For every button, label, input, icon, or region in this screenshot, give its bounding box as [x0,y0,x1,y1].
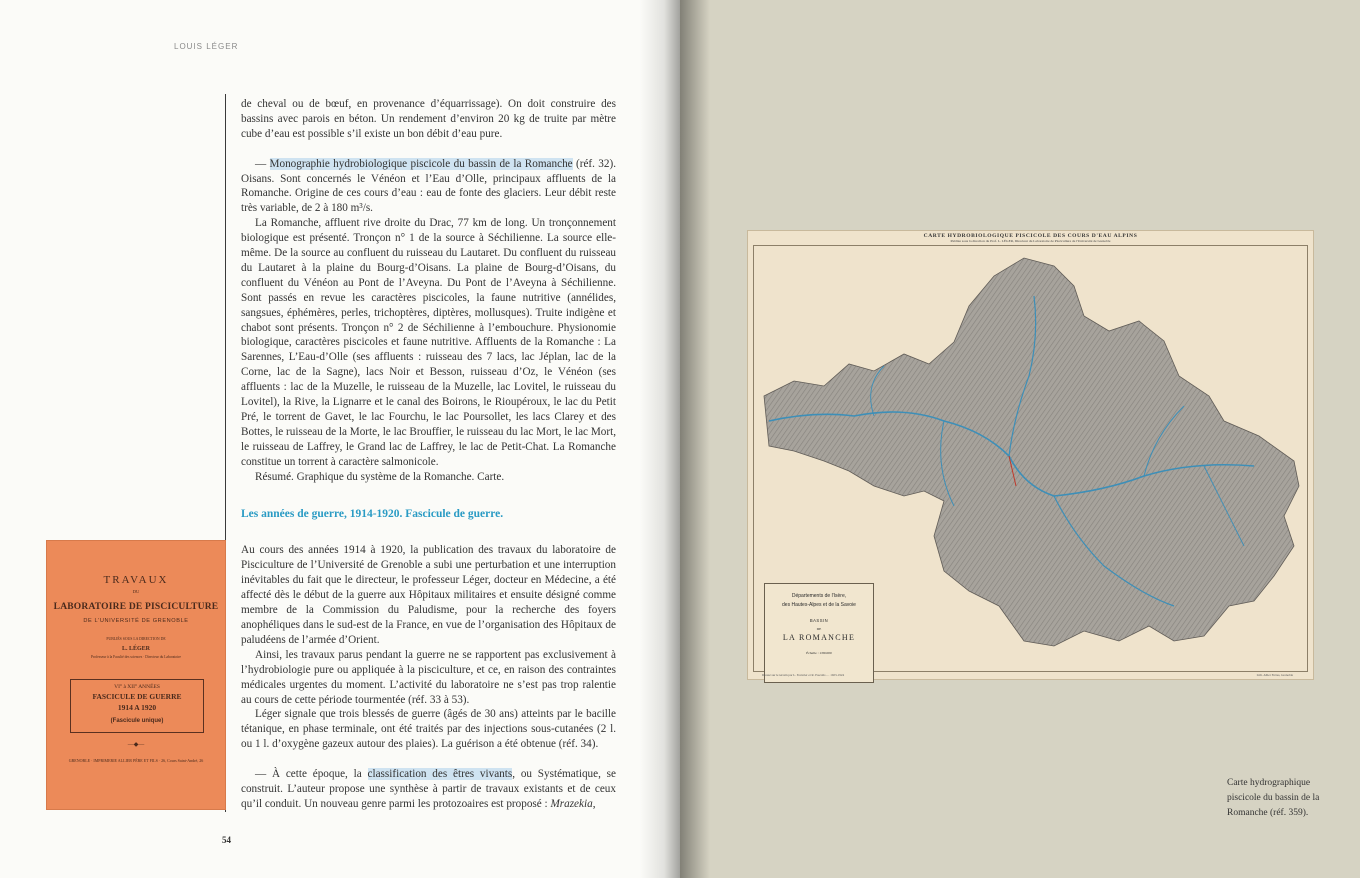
gutter-shadow [640,0,680,878]
paragraph-resume: Résumé. Graphique du système de la Romanche. Carte. [255,470,505,483]
cartouche-romanche: LA ROMANCHE [782,633,856,642]
gutter-shadow-right [680,0,710,878]
page-number: 54 [222,835,231,845]
paragraph-romanche: La Romanche, affluent rive droite du Drac, 77 km de long. Un tronçonnement biologique est présenté. Tronçon n° 1 de la source à Séchilienne. La source elle-même. De la source au confluent du ruisseau du Lautaret. Du confluent du ruisseau du Lautaret à la plaine du Bourg-d’Oisans. La plaine de Bourg-d’Oisans, du confluent du Vénéon au Pont de l’Aveyna. Du Pont de l’Aveyna à Séchilienne. Sont passés en revue les caractères piscicoles, la faune nutritive (annélides, sangsues, éphémères, perles, trichoptères, diptères, mollusques). Truite indigène et chabot sont présents. Tronçon n° 2 de Séchilienne à l’embouchure. Physionomie biologique, caractères piscicoles et faune nutritive. Affluents de la Romanche : La Sarennes, L’Eau-d’Olle (ses affluents : ruisseau des 7 lacs, lac Jéplan, lac de la Corne, lac de la Sagne), lacs Noir et Besson, ruisseau d’Oz, le Vénéon (ses affluents : lac de la Muzelle, le ruisseau de la Muzelle, lac Lovitel, le ruisseau du Lovitel), la Rive, la Lignarre et le canal des Boirons, le Rioupéroux, le lac du Petit Pré, le torrent de Gavet, le lac Fourchu, le lac Poursollet, les lacs Clarey et des Bottes, le ruisseau de la Morte, le lac Brouffier, le ruisseau du lac Mort, le lac Mort, le ruisseau de Laffrey, le Grand lac de Laffrey, le lac de Petit-Chat. La Romanche constitue un torrent à caractère salmonicole. [241,217,616,468]
genus-name: Mrazekia [550,797,593,810]
cover-author: L. LÉGER [121,646,150,652]
cover-publisher: GRENOBLE · IMPRIMERIE ALLIER PÈRE ET FILS · 26, Cours Saint-André, 26 [68,758,204,763]
monographie-rest: (réf. 32). Oisans. Sont concernés le Vénéon et l’Eau d’Olle, principaux affluents de la Romanche. Origine de ces cours d’eau : eau de fonte des glaciers. Leur débit reste très variable, de 2 à 180 m³/s. [241,157,617,215]
classification-end: , [592,797,596,810]
paragraph-classification [241,767,616,812]
cover-title: TRAVAUX [103,574,169,586]
cover-author-title: Professeur à la Faculté des sciences · Directeur du Laboratoire [91,655,181,659]
paragraph-monographie [241,157,616,217]
cover-universite: DE L'UNIVERSITÉ DE GRENOBLE [83,618,189,624]
cartouche-regions: des Hautes-Alpes et de la Savoie [782,602,856,608]
cartouche-de: DE [816,627,822,631]
cartouche-bassin: BASSIN [809,618,829,623]
dash-prefix: — [255,157,270,170]
book-cover-image [46,540,226,810]
map-subtitle: Publiée sous la direction du Prof. L. LÉGER, Directeur du Laboratoire de Pisciculture de l'Université de Grenoble [950,239,1111,243]
paragraph-top: de cheval ou de bœuf, en provenance d’équarrissage). On doit construire des bassins avec parois en béton. Un rendement d’environ 20 kg de truite par mètre cube d’eau est possible s’il existe un bon débit d’eau pure. [241,98,616,140]
cover-years: VI° à XII° ANNÉES [114,684,160,690]
map-footer-right: Lith. Allier Frères, Grenoble [1256,673,1293,677]
paragraph-guerre-1: Au cours des années 1914 à 1920, la publication des travaux du laboratoire de Pisciculture de l’Université de Grenoble a subi une perturbation et une interruption inévitables du fait que le directeur, le professeur Léger, docteur en Médecine, a été affecté dès le début de la guerre aux Hôpitaux militaires et ensuite désigné comme membre de la Commission du Paludisme, pour la recherche des foyers anophéliques dans le sud-est de la France, en vue de l’organisation des Hôpitaux de paludéens de l’armée d’Orient. [241,544,616,646]
map-cartouche [764,583,874,683]
highlight-monographie[interactable]: Monographie hydrobiologique piscicole du bassin de la Romanche [269,157,573,170]
cover-laboratoire: LABORATOIRE DE PISCICULTURE [53,602,219,612]
classification-prefix: — À cette époque, la [255,768,368,781]
cover-box [70,679,204,733]
cover-unique: (Fascicule unique) [110,718,164,724]
cover-du: DU [132,589,140,594]
section-heading: Les années de guerre, 1914-1920. Fascicule de guerre. [241,507,504,520]
cartouche-scale: Échelle : 1/80.000 [806,651,832,655]
body-text-column [241,97,616,812]
map-title: CARTE HYDROBIOLOGIQUE PISCICOLE DES COURS D'EAU ALPINS [923,233,1138,239]
cover-dates: 1914 A 1920 [117,703,157,712]
paragraph-guerre-2: Ainsi, les travaux parus pendant la guerre ne se rapportent pas exclusivement à l’hydrobiologie pure ou appliquée à la pisciculture, et ce, en raison des contraintes médicales urgentes du moment. L’activité du laboratoire ne s’est pas trop ralentie au cours de cette période tourmentée (réf. 33 à 53). [241,648,616,706]
right-page [680,0,1360,878]
map-frame [753,245,1308,672]
cover-direction: PUBLIÉS SOUS LA DIRECTION DE [106,637,166,641]
cover-ornament: —◆— [127,742,145,748]
running-head: LOUIS LÉGER [174,42,239,51]
cartouche-departements: Départements de l'Isère, [791,593,847,599]
classification-rest: , ou Systématique, se construit. L’auteur propose une synthèse à partir de travaux existants et de ceux qu’il conduit. Un nouveau genre parmi les protozoaires est proposé : [241,768,616,810]
map-image [747,230,1314,680]
highlight-classification[interactable]: classification des êtres vivants [367,768,513,781]
map-footer-left: Dressé sur le terrain par L. Feuvrier et R. Pascalis … 1923-1924 [762,673,845,677]
paragraph-guerre-3: Léger signale que trois blessés de guerre (âgés de 30 ans) atteints par le bacille tétanique, en phase terminale, ont été traités par des injections sous-cutanées (2 l. ou 1 l. d’oxygène gazeux autour des plaies). La guérison a été obtenue (réf. 34). [241,708,616,751]
map-caption: Carte hydrographique piscicole du bassin de la Romanche (réf. 359). [1227,778,1320,818]
cover-fascicule: FASCICULE DE GUERRE [92,692,182,701]
